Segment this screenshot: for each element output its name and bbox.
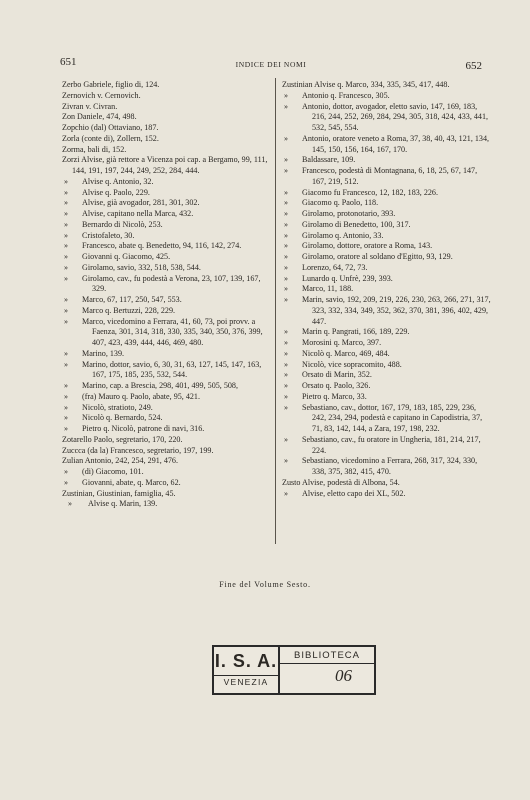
running-title: INDICE DEI NOMI [235,60,307,69]
index-entry: Zernovich v. Cernovich. [62,90,141,100]
index-entry: Zusto Alvise, podestà di Albona, 54. [282,477,400,487]
index-subentry: » Giovanni q. Giacomo, 425. [62,252,270,263]
index-entry: Zorla (conte di), Zollern, 152. [62,133,159,143]
index-subentry: » Marino, cap. a Brescia, 298, 401, 499, 505, 508, [62,381,270,392]
index-entry: Zuccca (da la) Francesco, segretario, 197, 199. [62,445,214,455]
index-entry: Zustinian, Giustinian, famiglia, 45. [62,488,176,498]
index-subentry: » Lunardo q. Unfrè, 239, 393. [282,274,492,285]
index-subentry: » Baldassare, 109. [282,155,492,166]
index-subentry: » Girolamo, oratore al soldano d'Egitto, 93, 129. [282,252,492,263]
index-subentry: » Bernardo di Nicolò, 253. [62,220,270,231]
index-subentry: » Marin, savio, 192, 209, 219, 226, 230, 263, 266, 271, 317, 323, 332, 334, 349, 352, 362, 370, 381, 396, 402, 429, 447. [282,295,492,327]
stamp-city: VENEZIA [214,675,278,687]
index-subentry: » Alvise, capitano nella Marca, 432. [62,209,270,220]
index-subentry: » (di) Giacomo, 101. [62,467,270,478]
index-entry: Zerbo Gabriele, figlio di, 124. [62,80,160,89]
index-entry: Zulian Antonio, 242, 254, 291, 476. [62,456,179,466]
index-subentry: » Giovanni, abate, q. Marco, 62. [62,478,270,489]
index-subentry: » Marco, 67, 117, 250, 547, 553. [62,295,270,306]
index-subentry: » Girolamo, protonotario, 393. [282,209,492,220]
index-subentry: » Nicolò q. Bernardo, 524. [62,413,270,424]
index-entry: Zon Daniele, 474, 498. [62,112,137,122]
index-subentry: » Antonio q. Francesco, 305. [282,91,492,102]
index-subentry: » Alvise q. Antonio, 32. [62,177,270,188]
page-number-left: 651 [60,56,77,68]
index-subentry: » Nicolò, vice sopracomito, 488. [282,360,492,371]
end-of-volume-text: Fine del Volume Sesto. [219,580,311,589]
index-entry: Zopchio (dal) Ottaviano, 187. [62,123,159,132]
index-subentry: » Giacomo q. Paolo, 118. [282,198,492,209]
index-subentry: » Girolamo di Benedetto, 100, 317. [282,220,492,231]
index-subentry: » Orsato di Marin, 352. [282,370,492,381]
index-subentry: » Marco, 11, 188. [282,284,492,295]
index-subentry: » Nicolò, stratioto, 249. [62,403,270,414]
index-subentry: » Pietro q. Nicolò, patrone di navi, 316. [62,424,270,435]
index-subentry: » Marco q. Bertuzzi, 228, 229. [62,306,270,317]
stamp-org: I. S. A. [214,651,278,671]
index-subentry: » Marino, 139. [62,349,270,360]
index-entry: Zotarello Paolo, segretario, 170, 220. [62,434,183,444]
index-subentry: » Sebastiano, vicedomino a Ferrara, 268, 317, 324, 330, 338, 375, 382, 415, 470. [282,456,492,478]
index-subentry: » Girolamo, cav., fu podestà a Verona, 23, 107, 139, 167, 329. [62,274,270,296]
library-stamp [212,645,376,695]
index-subentry: » Girolamo q. Antonio, 33. [282,231,492,242]
stamp-org-block [214,647,280,693]
index-subentry: » Lorenzo, 64, 72, 73. [282,263,492,274]
index-subentry: » Pietro q. Marco, 33. [282,392,492,403]
index-subentry: » Morosini q. Marco, 397. [282,338,492,349]
index-subentry: » Alvise, eletto capo dei XL, 502. [282,489,492,500]
index-subentry: » Francesco, podestà di Montagnana, 6, 18, 25, 67, 147, 167, 219, 512. [282,166,492,188]
index-subentry: » Sebastiano, cav., dottor, 167, 179, 183, 185, 229, 236, 242, 234, 294, podestà e capitano in Capodistria, 37, 71, 83, 142, 144, a Zara, 197, 198, 232. [282,403,492,435]
index-subentry: » Francesco, abate q. Benedetto, 94, 116, 142, 274. [62,241,270,252]
index-column-left [62,80,270,510]
index-subentry: » Marin q. Pangrati, 166, 189, 229. [282,327,492,338]
index-subentry: » Nicolò q. Marco, 469, 484. [282,349,492,360]
index-subentry: » Marco, vicedomino a Ferrara, 41, 60, 73, poi provv. a Faenza, 301, 314, 318, 330, 335, 340, 350, 376, 399, 407, 423, 439, 444, 446, 469, 480. [62,317,270,349]
index-subentry: » Antonio, oratore veneto a Roma, 37, 38, 40, 43, 121, 134, 145, 150, 156, 164, 167, 170. [282,134,492,156]
index-entry: Zivran v. Civran. [62,101,118,111]
page-header [60,58,482,72]
stamp-label: BIBLIOTECA [280,647,374,664]
index-subentry: » Cristofaleto, 30. [62,231,270,242]
page-number-right: 652 [465,60,482,72]
index-subentry: » Girolamo, dottore, oratore a Roma, 143. [282,241,492,252]
index-subentry: » Marino, dottor, savio, 6, 30, 31, 63, 127, 145, 147, 163, 167, 175, 185, 235, 532, 544. [62,360,270,382]
index-subentry: » Sebastiano, cav., fu oratore in Ungheria, 181, 214, 217, 224. [282,435,492,457]
index-subentry: » Antonio, dottor, avogador, eletto savio, 147, 169, 183, 216, 244, 252, 269, 284, 294, 305, 318, 424, 433, 441, 532, 545, 554. [282,102,492,134]
index-subentry: » Giacomo fu Francesco, 12, 182, 183, 226. [282,188,492,199]
index-subentry: » Alvise q. Marin, 139. [62,499,270,510]
column-divider [275,78,276,544]
index-subentry: » Alvise, già avogador, 281, 301, 302. [62,198,270,209]
index-subentry: » (fra) Mauro q. Paolo, abate, 95, 421. [62,392,270,403]
stamp-number: 06 [335,666,352,685]
index-subentry: » Girolamo, savio, 332, 518, 538, 544. [62,263,270,274]
stamp-catalog-block [280,647,374,693]
index-entry: Zustinian Alvise q. Marco, 334, 335, 345, 417, 448. [282,80,450,89]
index-subentry: » Alvise q. Paolo, 229. [62,188,270,199]
index-column-right [282,80,492,499]
index-entry: Zorma, bali di, 152. [62,144,127,154]
index-entry: Zorzi Alvise, già rettore a Vicenza poi cap. a Bergamo, 99, 111, 144, 191, 197, 244, 249, 252, 284, 444. [62,155,268,175]
index-subentry: » Orsato q. Paolo, 326. [282,381,492,392]
